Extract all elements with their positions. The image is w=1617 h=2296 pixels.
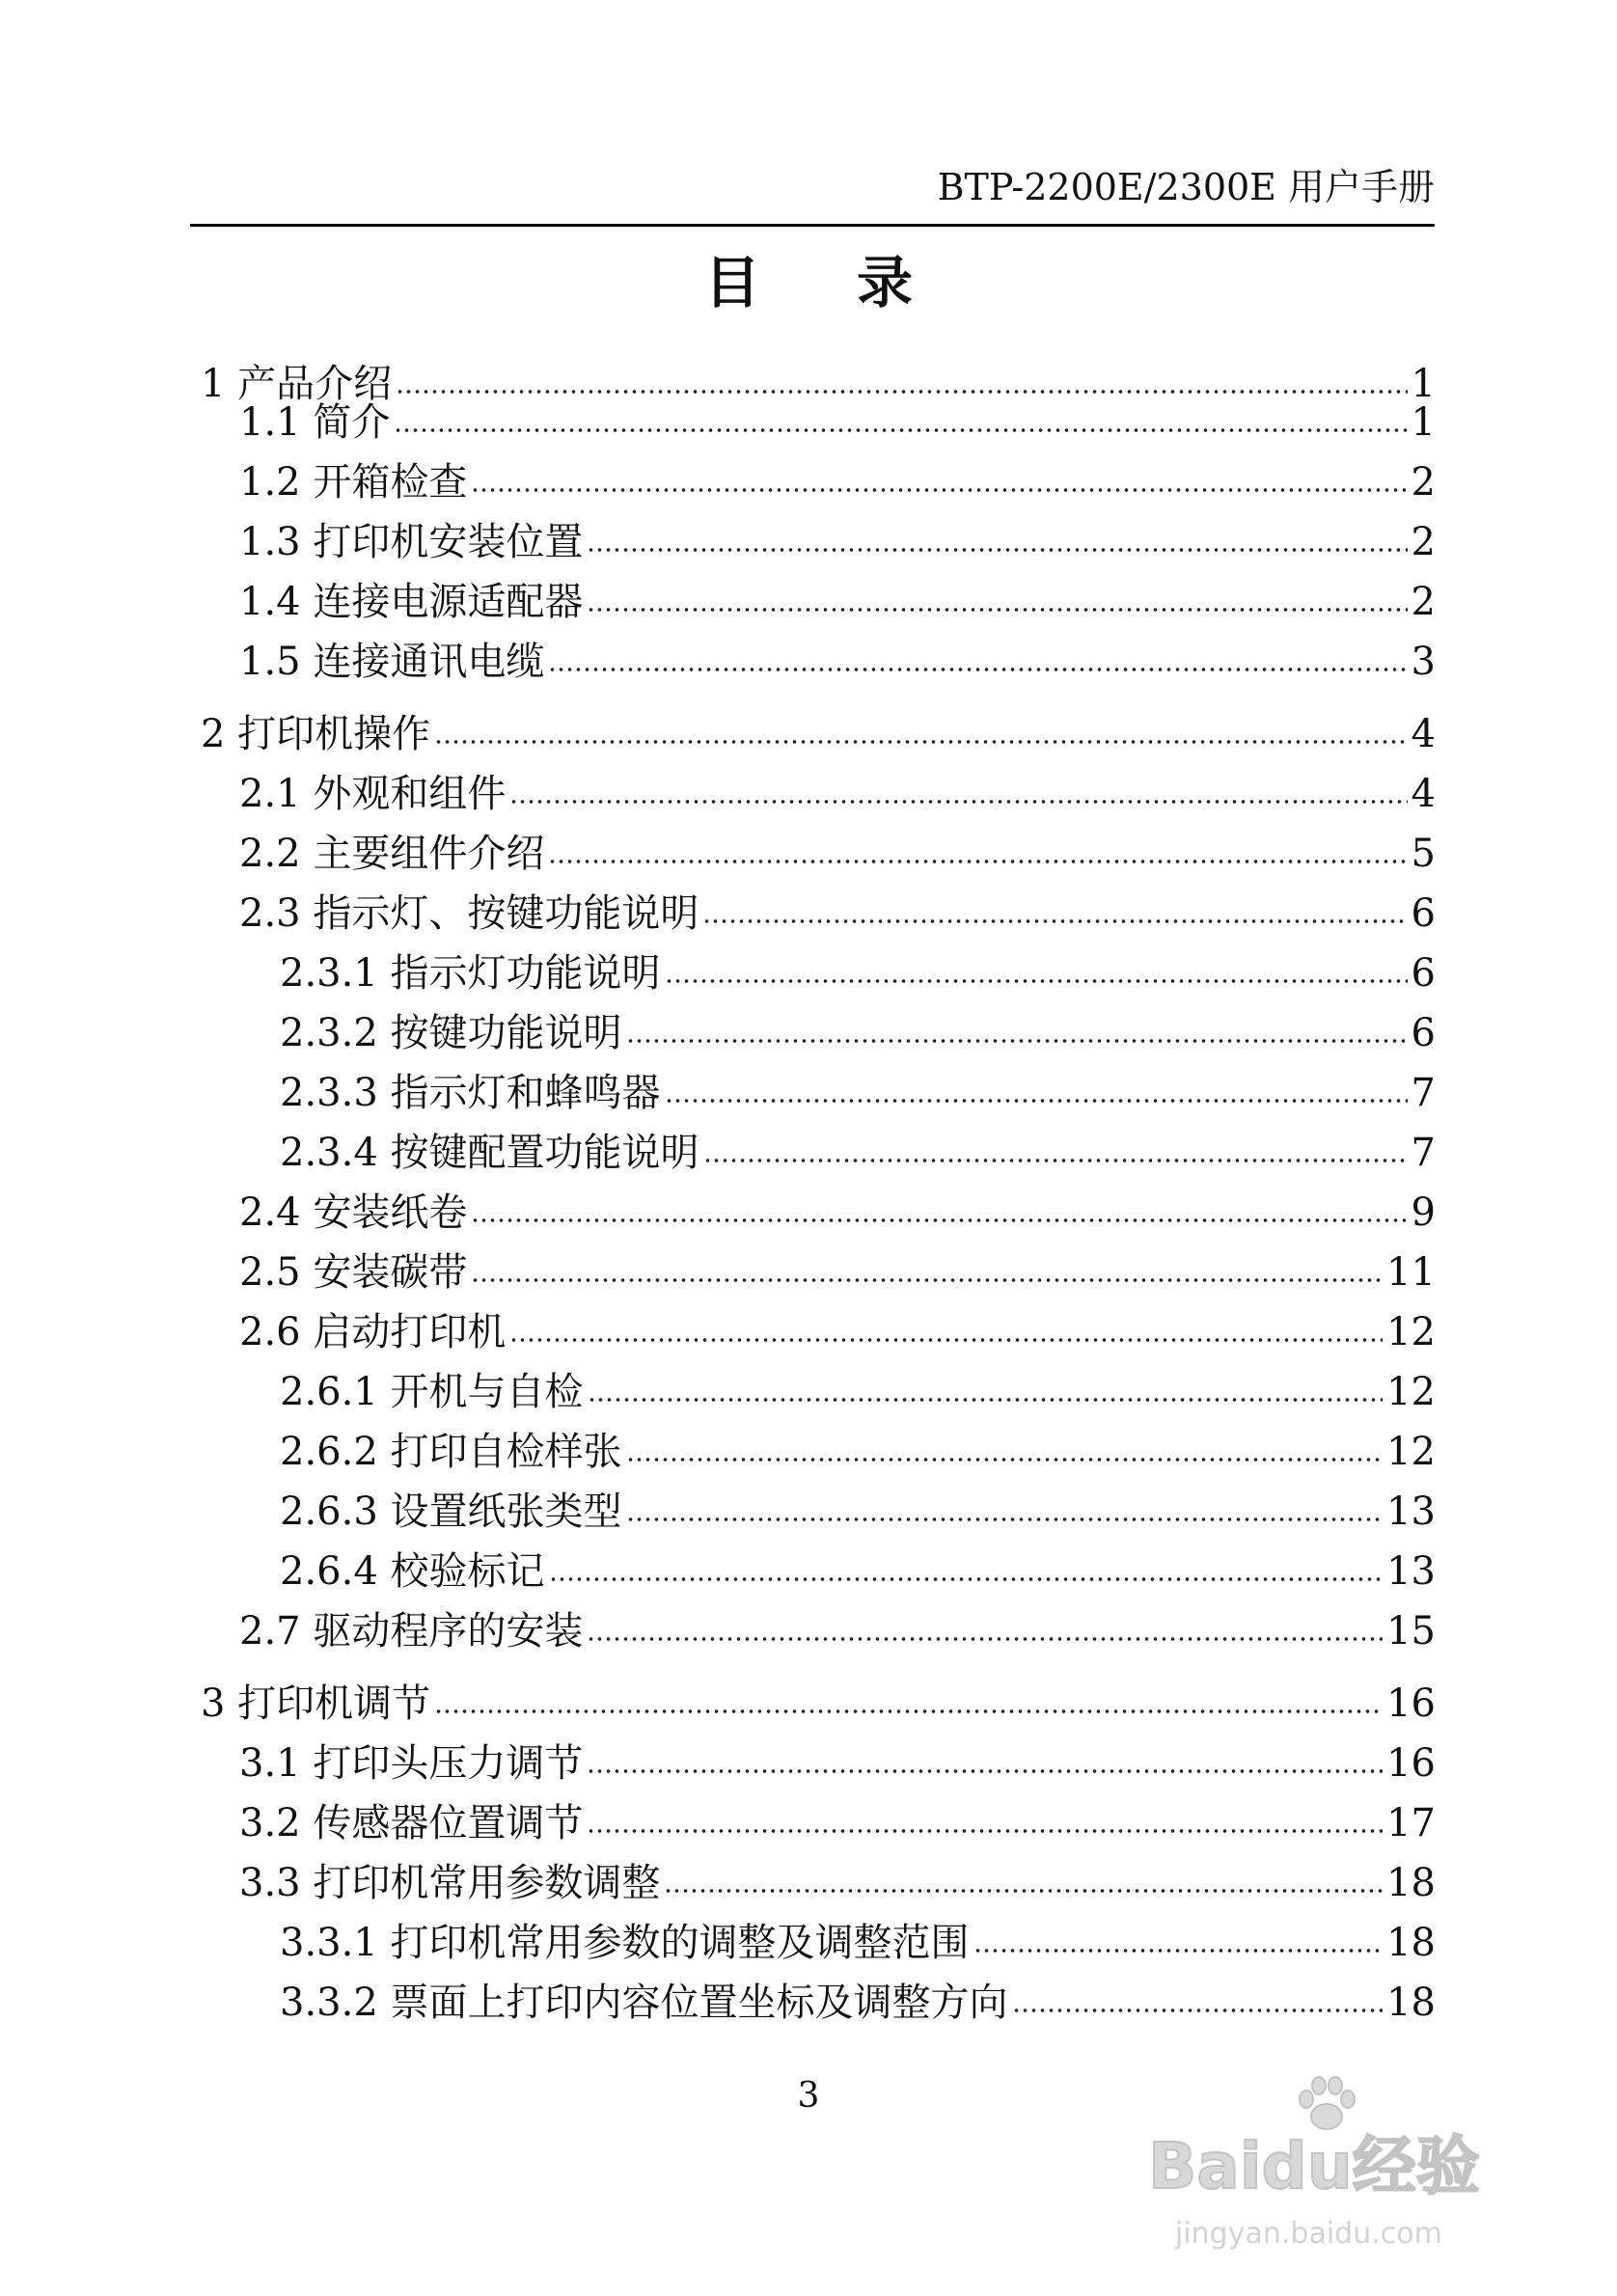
toc-leader xyxy=(588,1395,1384,1405)
toc-leader xyxy=(434,1707,1383,1716)
watermark-logo: Baidu经验 xyxy=(1148,2129,1480,2203)
toc-leader xyxy=(665,1096,1408,1106)
toc-entry-page: 12 xyxy=(1386,1310,1436,1354)
toc-entry-label: 1.5 连接通讯电缆 xyxy=(239,640,545,684)
toc-entry[interactable] xyxy=(280,1487,1436,1537)
toc-entry[interactable] xyxy=(239,1247,1436,1298)
toc-entry[interactable] xyxy=(239,517,1436,567)
toc-entry[interactable] xyxy=(280,1546,1436,1597)
toc-entry-page: 1 xyxy=(1411,362,1436,406)
toc-entry-label: 3.3.2 票面上打印内容位置坐标及调整方向 xyxy=(280,1981,1008,2025)
toc-entry-label: 2.6.1 开机与自检 xyxy=(280,1370,584,1414)
toc-entry-label: 3.3 打印机常用参数调整 xyxy=(239,1861,661,1905)
toc-entry-page: 4 xyxy=(1411,772,1436,816)
toc-entry-page: 18 xyxy=(1386,1861,1436,1905)
toc-entry-label: 3.2 传感器位置调节 xyxy=(239,1801,584,1845)
toc-entry-page: 2 xyxy=(1411,520,1436,564)
toc-entry[interactable] xyxy=(239,1307,1436,1357)
toc-entry-label: 1.2 开箱检查 xyxy=(239,460,468,505)
toc-leader xyxy=(548,665,1407,674)
toc-entry-page: 5 xyxy=(1411,832,1436,876)
toc-entry-page: 2 xyxy=(1411,580,1436,624)
toc-entry-label: 3.3.1 打印机常用参数的调整及调整范围 xyxy=(280,1921,970,1965)
toc-entry-label: 3 打印机调节 xyxy=(201,1681,431,1726)
toc-leader xyxy=(587,1634,1383,1644)
toc-entry[interactable] xyxy=(239,1858,1436,1908)
toc-leader xyxy=(471,485,1407,495)
toc-entry-label: 2.7 驱动程序的安装 xyxy=(239,1609,584,1654)
toc-entry-label: 2.6.4 校验标记 xyxy=(280,1549,545,1594)
toc-entry-label: 2.6 启动打印机 xyxy=(239,1310,507,1354)
watermark xyxy=(1148,2072,1534,2265)
toc-entry-page: 6 xyxy=(1411,891,1436,936)
toc-leader xyxy=(394,425,1407,435)
toc-leader xyxy=(587,1826,1383,1836)
toc-leader xyxy=(434,737,1407,747)
toc-entry[interactable] xyxy=(239,1606,1436,1656)
toc-leader xyxy=(1012,2006,1384,2015)
toc-entry-page: 17 xyxy=(1386,1801,1436,1845)
toc-leader xyxy=(702,916,1407,926)
toc-entry[interactable] xyxy=(280,1918,1436,1968)
toc-entry[interactable] xyxy=(239,1738,1436,1789)
toc-entry-label: 1.3 打印机安装位置 xyxy=(239,520,584,564)
toc-entry-label: 2.6.2 打印自检样张 xyxy=(280,1430,622,1474)
toc-entry[interactable] xyxy=(239,1798,1436,1848)
page-header xyxy=(190,166,1435,227)
toc-entry[interactable] xyxy=(280,948,1436,998)
toc-entry[interactable] xyxy=(201,709,1436,759)
toc-leader xyxy=(587,605,1407,615)
toc-entry-page: 6 xyxy=(1411,1011,1436,1055)
toc-leader xyxy=(587,1766,1383,1776)
toc-entry-label: 2.2 主要组件介绍 xyxy=(239,832,545,876)
toc-entry[interactable] xyxy=(280,1427,1436,1477)
toc-entry-label: 1.4 连接电源适配器 xyxy=(239,580,584,624)
toc-leader xyxy=(509,797,1407,806)
toc-leader xyxy=(973,1946,1384,1955)
toc-leader xyxy=(471,1275,1383,1285)
toc-entry[interactable] xyxy=(280,1068,1436,1118)
toc-entry-label: 2.3.1 指示灯功能说明 xyxy=(280,951,661,996)
toc-leader xyxy=(665,976,1408,986)
toc-entry-page: 4 xyxy=(1411,712,1436,756)
toc-entry[interactable] xyxy=(239,397,1436,448)
toc-entry-page: 12 xyxy=(1386,1370,1436,1414)
toc-entry[interactable] xyxy=(239,829,1436,879)
toc-entry[interactable] xyxy=(239,637,1436,687)
toc-entry[interactable] xyxy=(239,457,1436,507)
toc-entry-label: 2.3.3 指示灯和蜂鸣器 xyxy=(280,1071,661,1115)
toc-entry-page: 7 xyxy=(1411,1131,1436,1175)
toc-leader xyxy=(626,1455,1384,1464)
toc-entry-label: 2.3.2 按键功能说明 xyxy=(280,1011,622,1055)
header-title: BTP-2200E/2300E 用户手册 xyxy=(937,166,1435,208)
toc-leader xyxy=(509,1335,1383,1345)
toc-leader xyxy=(548,857,1407,866)
toc-entry-page: 18 xyxy=(1386,1921,1436,1965)
toc-entry-page: 9 xyxy=(1411,1190,1436,1235)
toc-leader xyxy=(626,1515,1384,1524)
toc-entry-page: 13 xyxy=(1386,1549,1436,1594)
page-number: 3 xyxy=(797,2076,820,2116)
toc-entry-page: 12 xyxy=(1386,1430,1436,1474)
toc-entry-label: 2.5 安装碳带 xyxy=(239,1250,468,1295)
watermark-url: jingyan.baidu.com xyxy=(1175,2217,1442,2251)
toc-entry-label: 2.1 外观和组件 xyxy=(239,772,507,816)
toc-entry-page: 13 xyxy=(1386,1490,1436,1534)
toc-entry-page: 11 xyxy=(1386,1250,1436,1295)
toc-entry-page: 16 xyxy=(1386,1741,1436,1786)
toc-entry[interactable] xyxy=(280,1367,1436,1417)
toc-leader xyxy=(587,545,1407,555)
toc-entry-label: 3.1 打印头压力调节 xyxy=(239,1741,584,1786)
toc-entry-label: 1 产品介绍 xyxy=(201,362,393,406)
toc-entry-page: 3 xyxy=(1411,640,1436,684)
toc-entry-page: 7 xyxy=(1411,1071,1436,1115)
toc-entry-label: 2 打印机操作 xyxy=(201,712,431,756)
toc-leader xyxy=(471,1216,1407,1225)
toc-leader xyxy=(396,387,1407,396)
toc-leader xyxy=(549,1574,1384,1584)
toc-leader xyxy=(703,1156,1408,1165)
toc-entry-page: 18 xyxy=(1386,1981,1436,2025)
toc-entry-label: 2.6.3 设置纸张类型 xyxy=(280,1490,622,1534)
toc-entry[interactable] xyxy=(239,769,1436,819)
toc-title: 目录 xyxy=(703,250,1009,315)
toc-entry[interactable] xyxy=(239,888,1436,939)
toc-entry[interactable] xyxy=(280,1128,1436,1178)
toc-entry-label: 2.3 指示灯、按键功能说明 xyxy=(239,891,699,936)
toc-entry[interactable] xyxy=(201,1679,1436,1729)
toc-entry-page: 6 xyxy=(1411,951,1436,996)
toc-entry-label: 1.1 简介 xyxy=(239,400,391,445)
toc-entry[interactable] xyxy=(239,1188,1436,1238)
toc-entry-label: 2.3.4 按键配置功能说明 xyxy=(280,1131,699,1175)
toc-entry-page: 15 xyxy=(1386,1609,1436,1654)
toc-entry-label: 2.4 安装纸卷 xyxy=(239,1190,468,1235)
toc-entry-page: 16 xyxy=(1386,1681,1436,1726)
toc-leader xyxy=(626,1036,1408,1046)
toc-entry[interactable] xyxy=(280,1978,1436,2028)
toc-entry[interactable] xyxy=(280,1008,1436,1058)
toc-entry[interactable] xyxy=(239,577,1436,627)
toc-entry-page: 1 xyxy=(1411,400,1436,445)
toc-entry-page: 2 xyxy=(1411,460,1436,505)
toc-leader xyxy=(664,1886,1383,1896)
